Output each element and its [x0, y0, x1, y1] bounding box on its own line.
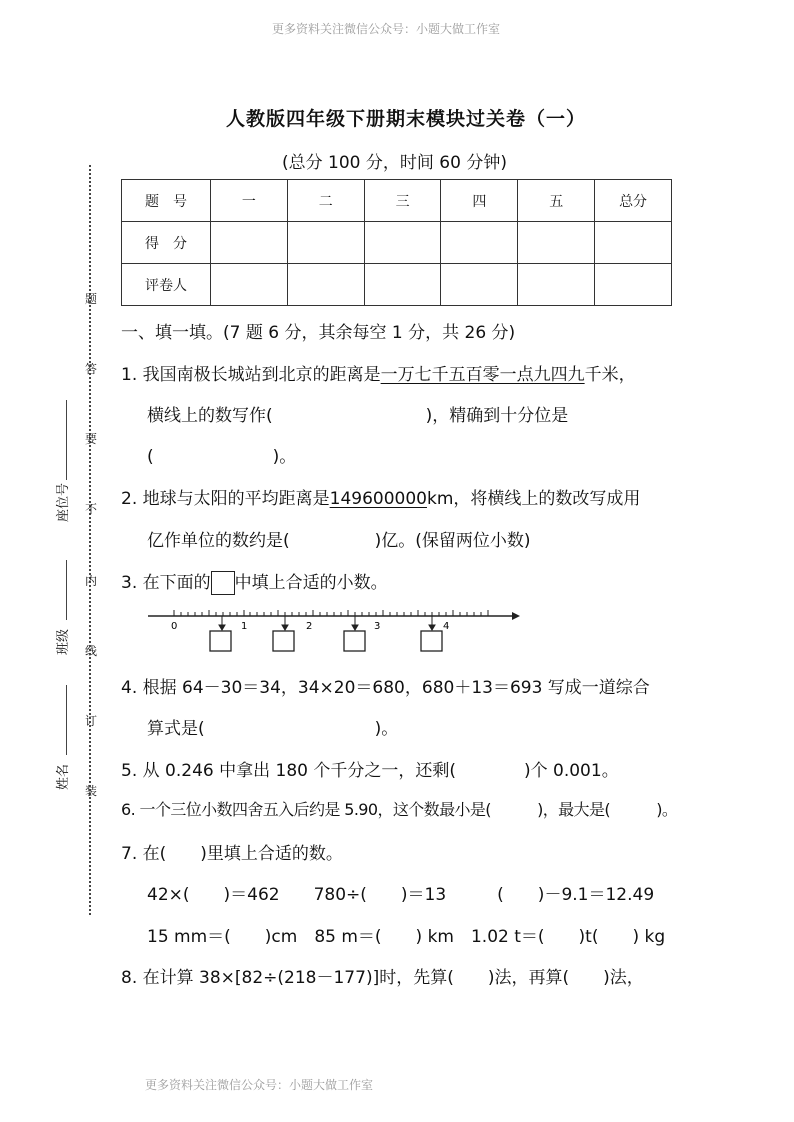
answer-box [421, 631, 442, 651]
binding-char: 装 [85, 784, 98, 798]
q1-underlined: 一万七千五百零一点九四九 [380, 365, 585, 385]
q4-line2: 算式是( )。 [147, 719, 399, 739]
binding-char: 线 [85, 644, 98, 658]
score-header-cell: 二 [287, 180, 364, 222]
tick-label: 0 [171, 621, 178, 632]
section-heading: 一、填一填。(7 题 6 分，其余每空 1 分，共 26 分) [121, 323, 516, 343]
q7-line2: 42×( )＝462 780÷( )＝13 ( )－9.1＝12.49 [147, 885, 655, 905]
answer-box [210, 631, 231, 651]
q1-text: 1. 我国南极长城站到北京的距离是 [121, 365, 381, 385]
q1-text-end: 千米， [584, 365, 636, 385]
page-title: 人教版四年级下册期末模块过关卷（一） [226, 108, 587, 130]
question-7: 7. 在( )里填上合适的数。 [121, 844, 343, 864]
score-cell[interactable] [595, 222, 672, 264]
score-row-label: 评卷人 [122, 264, 211, 306]
tick-label: 3 [374, 621, 381, 632]
score-table-header-row [122, 180, 672, 222]
score-table-row [122, 222, 672, 264]
q2-line2: 亿作单位的数约是( )亿。(保留两位小数) [147, 531, 531, 551]
score-row-label: 得 分 [122, 222, 211, 264]
binding-char: 内 [85, 574, 98, 588]
score-cell[interactable] [364, 222, 441, 264]
score-cell[interactable] [441, 264, 518, 306]
binding-char: 答 [85, 362, 98, 376]
binding-dotted-line [89, 165, 91, 915]
binding-char: 订 [85, 714, 98, 728]
question-1 [121, 360, 636, 385]
score-header-cell: 一 [211, 180, 288, 222]
score-cell[interactable] [441, 222, 518, 264]
page-subtitle: (总分 100 分，时间 60 分钟) [282, 153, 507, 173]
score-table [121, 179, 672, 306]
score-table-row [122, 264, 672, 306]
score-cell[interactable] [364, 264, 441, 306]
seat-number-label: 座位号 [56, 482, 71, 522]
answer-box [273, 631, 294, 651]
q2-text-end: km，将横线上的数改写成用 [426, 489, 641, 509]
header-note: 更多资料关注微信公众号：小题大做工作室 [272, 22, 501, 36]
number-line [140, 600, 530, 660]
q2-text: 2. 地球与太阳的平均距离是 [121, 489, 330, 509]
q3-text-end: 中填上合适的小数。 [234, 573, 388, 593]
class-line[interactable] [66, 560, 67, 620]
question-8: 8. 在计算 38×[82÷(218－177)]时，先算( )法，再算( )法， [121, 968, 644, 988]
name-line[interactable] [66, 685, 67, 755]
q3-text: 3. 在下面的 [121, 573, 211, 593]
score-cell[interactable] [518, 264, 595, 306]
q1-line3: ( )。 [147, 447, 297, 467]
q1-line2: 横线上的数写作( )，精确到十分位是 [147, 406, 569, 426]
q7-line3: 15 mm＝( )cm 85 m＝( ) km 1.02 t＝( )t( ) kg [147, 927, 666, 947]
question-6: 6. 一个三位小数四舍五入后约是 5.90，这个数最小是( )，最大是( )。 [121, 800, 678, 819]
question-4: 4. 根据 64－30＝34，34×20＝680，680＋13＝693 写成一道综合 [121, 678, 650, 698]
name-label: 姓名 [56, 763, 71, 790]
score-cell[interactable] [518, 222, 595, 264]
score-header-cell: 四 [441, 180, 518, 222]
binding-char: 要 [85, 432, 98, 446]
score-cell[interactable] [211, 222, 288, 264]
footer-note: 更多资料关注微信公众号：小题大做工作室 [145, 1078, 374, 1092]
class-label: 班级 [56, 628, 71, 655]
question-2 [121, 484, 640, 509]
binding-char: 题 [85, 292, 98, 306]
tick-label: 4 [443, 621, 450, 632]
binding-char: 不 [85, 502, 98, 516]
score-cell[interactable] [595, 264, 672, 306]
answer-box [344, 631, 365, 651]
question-5: 5. 从 0.246 中拿出 180 个千分之一，还剩( )个 0.001。 [121, 761, 619, 781]
score-header-cell: 题 号 [122, 180, 211, 222]
score-header-cell: 三 [364, 180, 441, 222]
score-cell[interactable] [287, 222, 364, 264]
question-3 [121, 568, 388, 595]
answer-box-icon [211, 571, 235, 595]
q2-underlined: 149600000 [329, 489, 427, 509]
seat-number-line[interactable] [66, 400, 67, 480]
tick-label: 2 [306, 621, 313, 632]
score-header-cell: 五 [518, 180, 595, 222]
score-cell[interactable] [287, 264, 364, 306]
tick-label: 1 [241, 621, 248, 632]
score-cell[interactable] [211, 264, 288, 306]
score-header-cell: 总分 [595, 180, 672, 222]
